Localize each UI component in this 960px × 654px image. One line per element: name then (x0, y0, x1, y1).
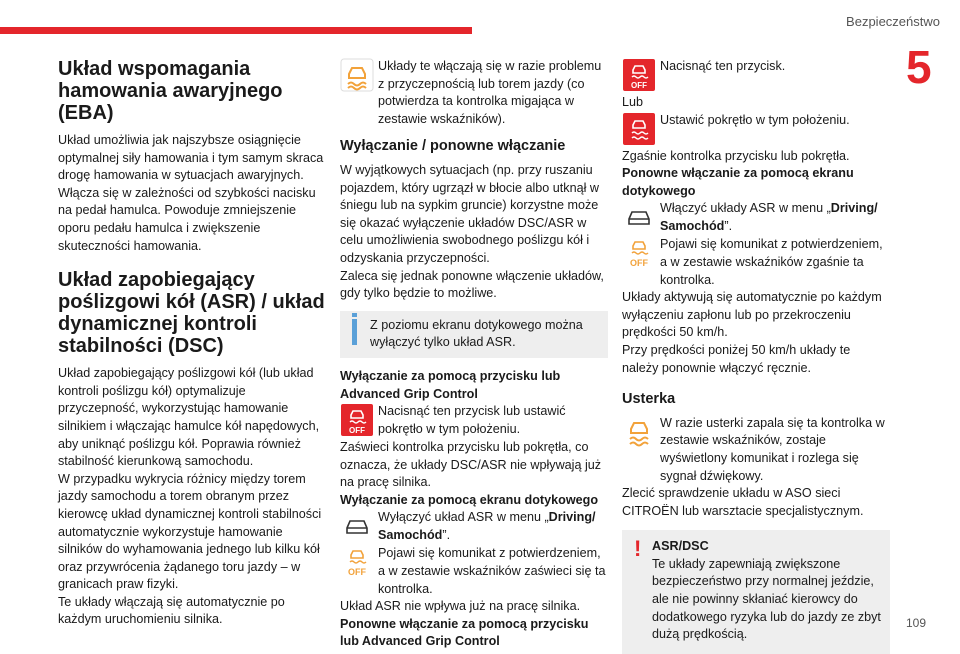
confirm-on-text: Pojawi się komunikat z potwierdzeniem, a w zestawie wskaźników zgaśnie ta kontrolka. (660, 237, 883, 287)
confirm-text: Pojawi się komunikat z potwierdzeniem, a w zestawie wskaźników zaświeci się ta kontrolka. (378, 546, 606, 596)
intro-text: Układy te włączają się w razie problemu z przyczepnością lub torem jazdy (co potwierdza ta kontrolka migająca w zestawie wskaźników). (378, 59, 602, 126)
skid-lamp-icon (340, 58, 374, 92)
touch-on-heading: Ponowne włączanie za pomocą ekranu dotykowego (622, 166, 854, 198)
grip-row (340, 403, 608, 439)
column-3 (622, 58, 890, 654)
fault-text-2: Zlecić sprawdzenie układu w ASO sieci CITROËN lub warsztacie specjalistycznym. (622, 486, 864, 518)
grip-dial-icon (622, 112, 656, 146)
asr-heading: Układ zapobiegający poślizgowi kół (ASR) / układ dynamicznej kontroli stabilności (DSC) (58, 269, 325, 358)
asr-text-3: Te układy włączają się automatycznie po każdym uruchomieniu silnika. (58, 594, 285, 627)
off-text-1: W wyjątkowych sytuacjach (np. przy ruszaniu pojazdem, który ugrzązł w błocie albo utknął w śniegu lub na sypkim gruncie) korzystne może się okazać wyłączenie układów DSC/ASR w celu umożliwienia swobodnego poślizgu kół i odzyskania przyczepności. (340, 162, 599, 265)
confirm-row (340, 545, 608, 598)
section-title: Bezpieczeństwo (846, 14, 940, 29)
asr-note: Układ ASR nie wpływa już na pracę silnika. (340, 599, 581, 614)
off-label: OFF (630, 258, 648, 269)
header-accent-bar (0, 27, 472, 34)
reon-heading: Ponowne włączanie za pomocą przycisku lub Advanced Grip Control (340, 616, 589, 649)
eba-text: Układ umożliwia jak najszybsze osiągnięcie optymalnej siły hamowania i tym samym skraca drogę hamowania w sytuacjach awaryjnych. Włącza się w zależności od szybkości nacisku na pedał hamulca. Powoduje zmniejszenie oporu pedału hamulca i zwiększenie skuteczności hamowania. (58, 133, 324, 253)
off-button-icon (340, 403, 374, 437)
fault-row (622, 415, 890, 485)
grip-text-2: Zaświeci kontrolka przycisku lub pokrętła, co oznacza, że układy DSC/ASR nie wpływają już na pracę silnika. (340, 440, 602, 490)
touch-off-menu: Driving/ Samochód (378, 510, 596, 543)
asr-text-1: Układ zapobiegający poślizgowi kół (lub układ kontroli poślizgu kół) optymalizuje przyczepność, wykorzystując hamowanie silnikiem i włączając hamulce kół napędowych, aby uniknąć poślizgu kół. Poprawia również stabilność kierunkową samochodu. (58, 366, 320, 469)
off-heading: Wyłączanie / ponowne włączanie (340, 138, 566, 155)
turn-row (622, 112, 890, 148)
touch-off-row (340, 509, 608, 545)
goes-out-text: Zgaśnie kontrolka przycisku lub pokrętła. (622, 148, 850, 163)
info-icon (352, 319, 357, 345)
warning-box (622, 530, 890, 654)
press-row (622, 58, 890, 94)
info-box (340, 311, 608, 358)
touch-off-text (340, 509, 608, 544)
off-label: OFF (348, 567, 366, 578)
column-1 (58, 52, 326, 629)
below-text: Przy prędkości poniżej 50 km/h układy te należy ponownie włączyć ręcznie. (622, 342, 851, 375)
off-button-icon (622, 58, 656, 92)
touch-on-row (622, 200, 890, 236)
info-text: Z poziomu ekranu dotykowego można wyłączyć tylko układ ASR. (370, 317, 583, 350)
skid-warning-row (340, 58, 608, 128)
or-text: Lub (622, 95, 644, 109)
off-label: OFF (631, 81, 647, 90)
column-2 (340, 58, 608, 651)
grip-heading: Wyłączanie za pomocą przycisku lub Advanced Grip Control (340, 368, 561, 401)
touch-off-pre: Wyłączyć układ ASR w menu „ (378, 510, 549, 525)
confirm-on-row (622, 236, 890, 289)
chapter-tab (900, 42, 960, 92)
touch-off-heading: Wyłączanie za pomocą ekranu dotykowego (340, 492, 599, 507)
car-menu-icon (340, 509, 374, 543)
asr-text-2: W przypadku wykrycia różnicy między torem jazdy samochodu a torem obranym przez kierowcę układ dynamicznej kontroli stabilności automatycznie wykorzystuje hamowanie silników do wyhamowania jednego lub kilku kół oraz przywrócenia żądanego toru jazdy – w granicach praw fizyki. (58, 471, 322, 592)
skid-off-lamp-icon (622, 236, 656, 270)
warning-text: Te układy zapewniają zwiększone bezpieczeństwo przy normalnej jeździe, ale nie powinny skłaniać kierowcy do dodatkowego ryzyka lub do jazdy ze zbyt dużą prędkością. (652, 556, 881, 642)
touch-off-post: ”. (442, 528, 451, 543)
fault-text: W razie usterki zapala się ta kontrolka w zestawie wskaźników, zostaje wyświetlony komunikat i rozlega się sygnał dźwiękowy. (660, 415, 885, 483)
skid-off-lamp-icon (340, 545, 374, 579)
auto-text: Układy aktywują się automatycznie po każdym wyłączeniu zapłonu lub po przekroczeniu prędkości 50 km/h. (622, 290, 882, 340)
off-text-2: Zaleca się jednak ponowne włączenie układów, gdy tylko będzie to możliwe. (340, 268, 604, 301)
page-number: 109 (906, 616, 927, 630)
warning-title: ASR/DSC (652, 539, 709, 554)
off-label: OFF (349, 426, 365, 436)
exclamation-icon: ! (634, 536, 642, 562)
turn-text: Ustawić pokrętło w tym położeniu. (660, 112, 850, 127)
chapter-number: 5 (906, 41, 932, 93)
touch-on-post: ”. (724, 218, 733, 233)
press-text: Nacisnąć ten przycisk. (660, 59, 786, 73)
touch-on-pre: Włączyć układy ASR w menu „ (660, 201, 831, 216)
eba-heading: Układ wspomagania hamowania awaryjnego (EBA) (58, 58, 283, 124)
fault-heading: Usterka (622, 391, 676, 408)
grip-text: Nacisnąć ten przycisk lub ustawić pokrętło w tym położeniu. (378, 404, 566, 436)
touch-on-text (622, 200, 890, 235)
skid-lamp-icon (622, 415, 656, 449)
car-menu-icon (622, 200, 656, 234)
touch-on-menu: Driving/ Samochód (660, 201, 878, 233)
